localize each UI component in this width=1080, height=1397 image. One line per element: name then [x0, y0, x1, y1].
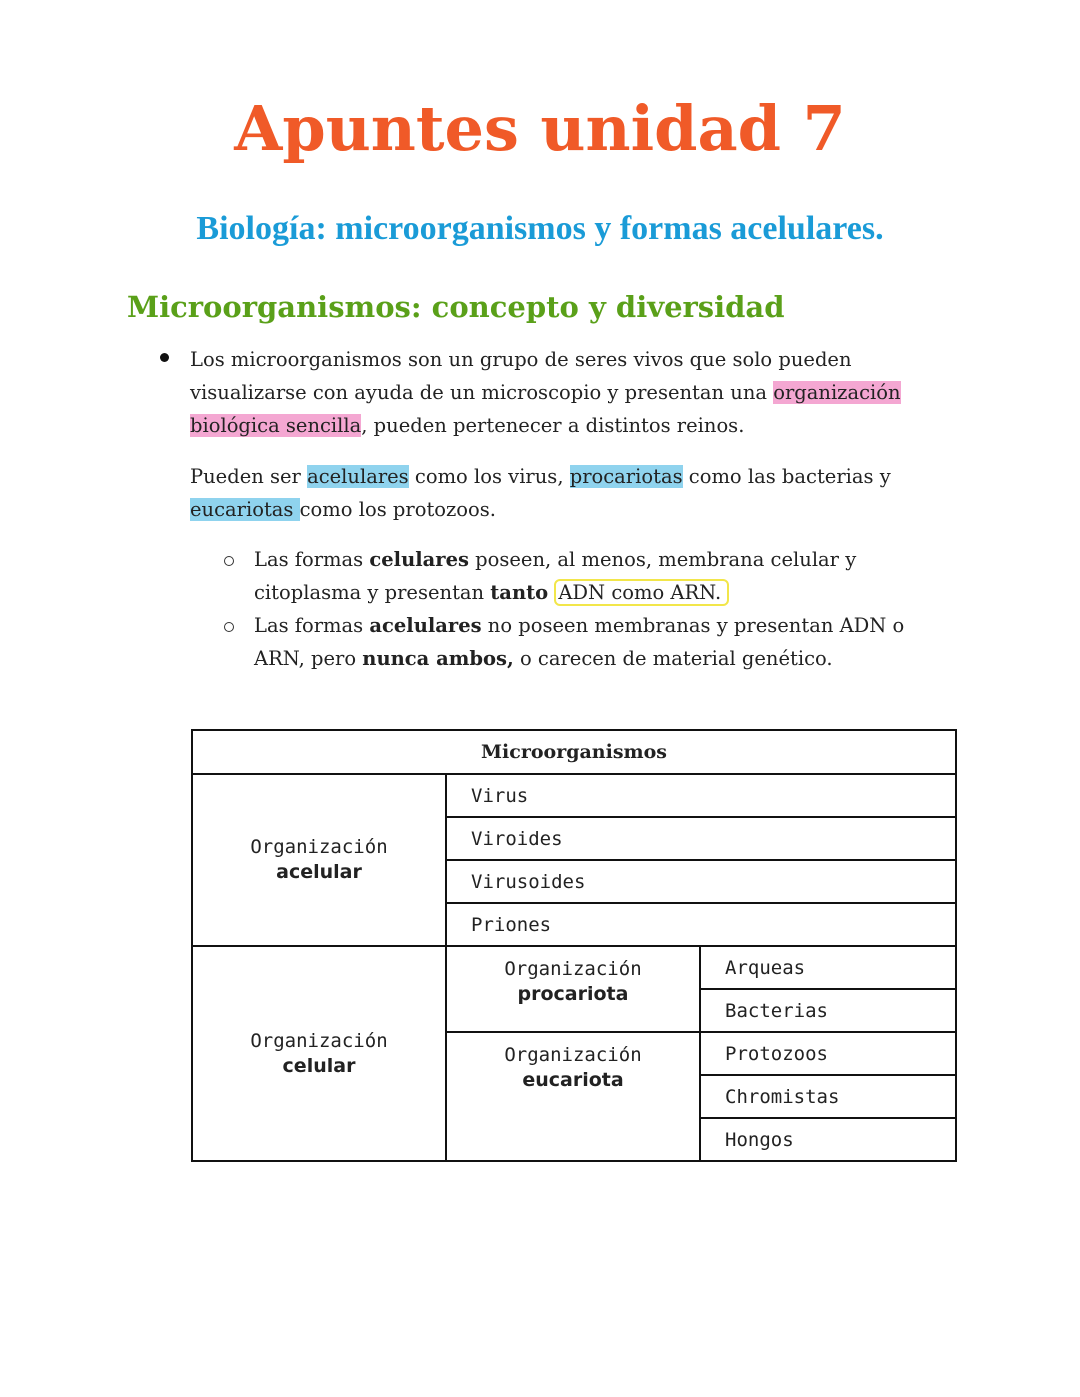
highlight-pink: organización biológica sencilla — [190, 381, 901, 437]
sub-bullet-icon — [224, 622, 234, 632]
boxed-adn-arn: ADN como ARN. — [554, 579, 729, 606]
bold-nunca-ambos: nunca ambos, — [362, 647, 514, 670]
group-label-bold: acelular — [276, 861, 362, 883]
table-cell-item: Arqueas — [700, 946, 956, 989]
microorganisms-table — [191, 729, 957, 1162]
table-cell-item: Virusoides — [446, 860, 956, 903]
sub-text: Las formas — [254, 614, 370, 637]
group-label-bold: eucariota — [522, 1069, 624, 1091]
types-text: Pueden ser — [190, 465, 308, 488]
sub-text: no poseen membranas y presentan ADN o ARN, pero — [254, 614, 905, 670]
page-subtitle: Biología: microorganismos y formas acelulares. — [196, 210, 884, 247]
types-text: como las bacterias y — [682, 465, 891, 488]
group-acelular — [192, 774, 446, 946]
table-cell-item: Chromistas — [700, 1075, 956, 1118]
types-text: como los protozoos. — [299, 498, 496, 521]
section-heading: Microorganismos: concepto y diversidad — [127, 290, 785, 324]
types-paragraph — [190, 460, 930, 526]
table-header: Microorganismos — [192, 730, 956, 774]
table-cell-item: Viroides — [446, 817, 956, 860]
sub-bullet-acelulares — [254, 609, 914, 675]
bold-tanto: tanto — [490, 581, 549, 604]
table-cell-item: Protozoos — [700, 1032, 956, 1075]
bullet-text-end: , pueden pertenecer a distintos reinos. — [361, 414, 745, 437]
table-cell-item: Virus — [446, 774, 956, 817]
group-label-bold: procariota — [517, 983, 629, 1005]
bullet-paragraph — [190, 343, 930, 442]
sub-bullet-celulares — [254, 543, 914, 609]
highlight-eucariotas: eucariotas — [190, 498, 300, 521]
group-procariota — [446, 946, 700, 1032]
sub-text: poseen, al menos, membrana celular y citoplasma y presentan — [254, 548, 857, 604]
group-label: Organización — [250, 1029, 388, 1052]
page-title: Apuntes unidad 7 — [234, 92, 846, 165]
group-label: Organización — [250, 836, 388, 858]
group-label: Organización — [504, 958, 642, 980]
bold-celulares: celulares — [369, 548, 469, 571]
types-text: como los virus, — [408, 465, 570, 488]
group-label-bold: celular — [282, 1054, 356, 1077]
bold-acelulares: acelulares — [369, 614, 482, 637]
group-label: Organización — [504, 1044, 642, 1066]
sub-text: Las formas — [254, 548, 370, 571]
table-cell-item: Bacterias — [700, 989, 956, 1032]
group-celular — [192, 946, 446, 1161]
sub-bullet-icon — [224, 556, 234, 566]
table-cell-item: Priones — [446, 903, 956, 946]
highlight-procariotas: procariotas — [569, 465, 683, 488]
sub-text: o carecen de material genético. — [513, 647, 833, 670]
bullet-icon — [160, 353, 169, 362]
bullet-text: Los microorganismos son un grupo de seres vivos que solo pueden visualizarse con ayuda de un microscopio y presentan una — [190, 348, 852, 404]
table-cell-item: Hongos — [700, 1118, 956, 1161]
highlight-acelulares: acelulares — [307, 465, 409, 488]
group-eucariota — [446, 1032, 700, 1161]
